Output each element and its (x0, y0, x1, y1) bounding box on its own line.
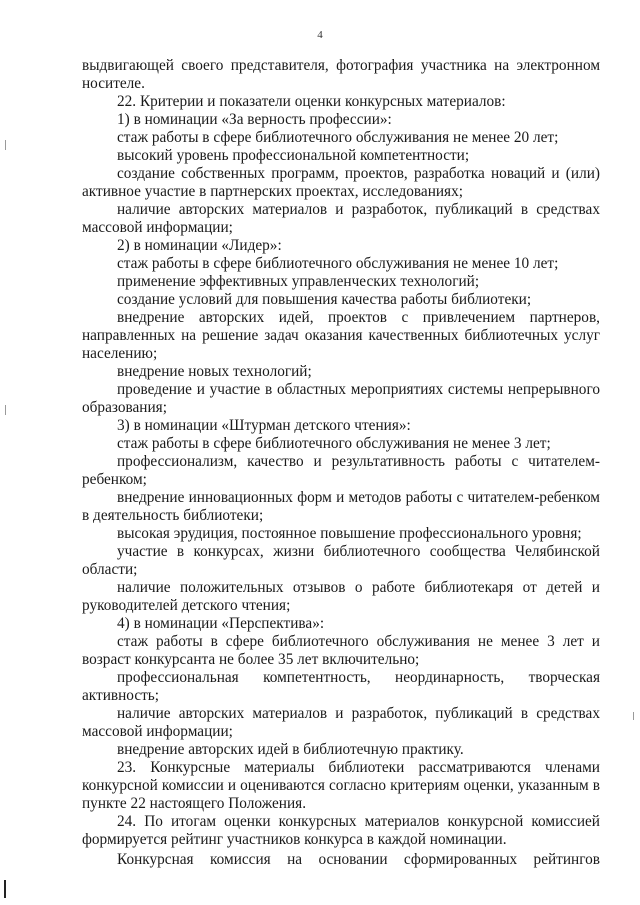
text-line: высокий уровень профессиональной компетентности; (117, 147, 470, 164)
text-line: формируется рейтинг участников конкурса в каждой номинации. (82, 831, 507, 848)
text-line: профессиональная компетентность, неординарность, творческая (117, 669, 600, 686)
text-line: стаж работы в сфере библиотечного обслуживания не менее 20 лет; (117, 129, 559, 146)
text-line: 3) в номинации «Штурман детского чтения»: (117, 417, 411, 434)
text-line: руководителей детского чтения; (82, 597, 291, 614)
text-line: применение эффективных управленческих технологий; (117, 273, 480, 290)
scan-mark (4, 880, 6, 898)
text-line: носителе. (82, 75, 145, 92)
text-line: населению; (82, 345, 158, 362)
text-line: участие в конкурсах, жизни библиотечного сообщества Челябинской (117, 543, 600, 560)
text-line: конкурсной комиссии и оцениваются согласно критериям оценки, указанным в (82, 777, 600, 794)
text-line: в деятельность библиотеки; (82, 507, 264, 524)
text-line: активность; (82, 687, 160, 704)
text-line: проведение и участие в областных мероприятиях системы непрерывного (117, 381, 600, 398)
text-line: внедрение авторских идей в библиотечную практику. (117, 741, 464, 758)
text-line: стаж работы в сфере библиотечного обслуживания не менее 3 лет и (117, 633, 600, 650)
text-line: ребенком; (82, 471, 147, 488)
text-line: 1) в номинации «За верность профессии»: (117, 111, 392, 128)
scan-mark (633, 712, 634, 720)
text-line: массовой информации; (82, 219, 233, 236)
scan-mark (5, 405, 6, 415)
text-line: активное участие в партнерских проектах, исследованиях; (82, 183, 463, 200)
text-line: направленных на решение задач оказания качественных библиотечных услуг (82, 327, 600, 344)
text-line: внедрение авторских идей, проектов с привлечением партнеров, (117, 309, 600, 326)
text-line: наличие положительных отзывов о работе библиотекаря от детей и (117, 579, 600, 596)
text-line: пункте 22 настоящего Положения. (82, 795, 307, 812)
text-line: высокая эрудиция, постоянное повышение профессионального уровня; (117, 525, 582, 542)
text-line: внедрение инновационных форм и методов работы с читателем-ребенком (117, 489, 600, 506)
text-line: 4) в номинации «Перспектива»: (117, 615, 325, 632)
text-line: выдвигающей своего представителя, фотография участника на электронном (82, 57, 600, 74)
text-line: профессионализм, качество и результативность работы с читателем- (117, 453, 600, 470)
text-line: создание собственных программ, проектов, разработка новаций и (или) (117, 165, 600, 182)
text-line: стаж работы в сфере библиотечного обслуживания не менее 10 лет; (117, 255, 559, 272)
text-line: 2) в номинации «Лидер»: (117, 237, 282, 254)
text-line: 22. Критерии и показатели оценки конкурсных материалов: (117, 93, 506, 110)
text-line: 23. Конкурсные материалы библиотеки рассматриваются членами (117, 759, 600, 776)
text-line: наличие авторских материалов и разработок, публикаций в средствах (117, 705, 600, 722)
text-line: массовой информации; (82, 723, 233, 740)
text-line: создание условий для повышения качества работы библиотеки; (117, 291, 532, 308)
text-line: образования; (82, 399, 167, 416)
text-line: 24. По итогам оценки конкурсных материалов конкурсной комиссией (117, 813, 600, 830)
text-line: наличие авторских материалов и разработок, публикаций в средствах (117, 201, 600, 218)
text-line: возраст конкурсанта не более 35 лет включительно; (82, 651, 420, 668)
text-line: области; (82, 561, 138, 578)
page-number: 4 (317, 29, 323, 41)
text-line: внедрение новых технологий; (117, 363, 312, 380)
scan-mark (5, 140, 6, 150)
text-line: Конкурсная комиссия на основании сформированных рейтингов (117, 851, 600, 868)
text-line: стаж работы в сфере библиотечного обслуживания не менее 3 лет; (117, 435, 551, 452)
